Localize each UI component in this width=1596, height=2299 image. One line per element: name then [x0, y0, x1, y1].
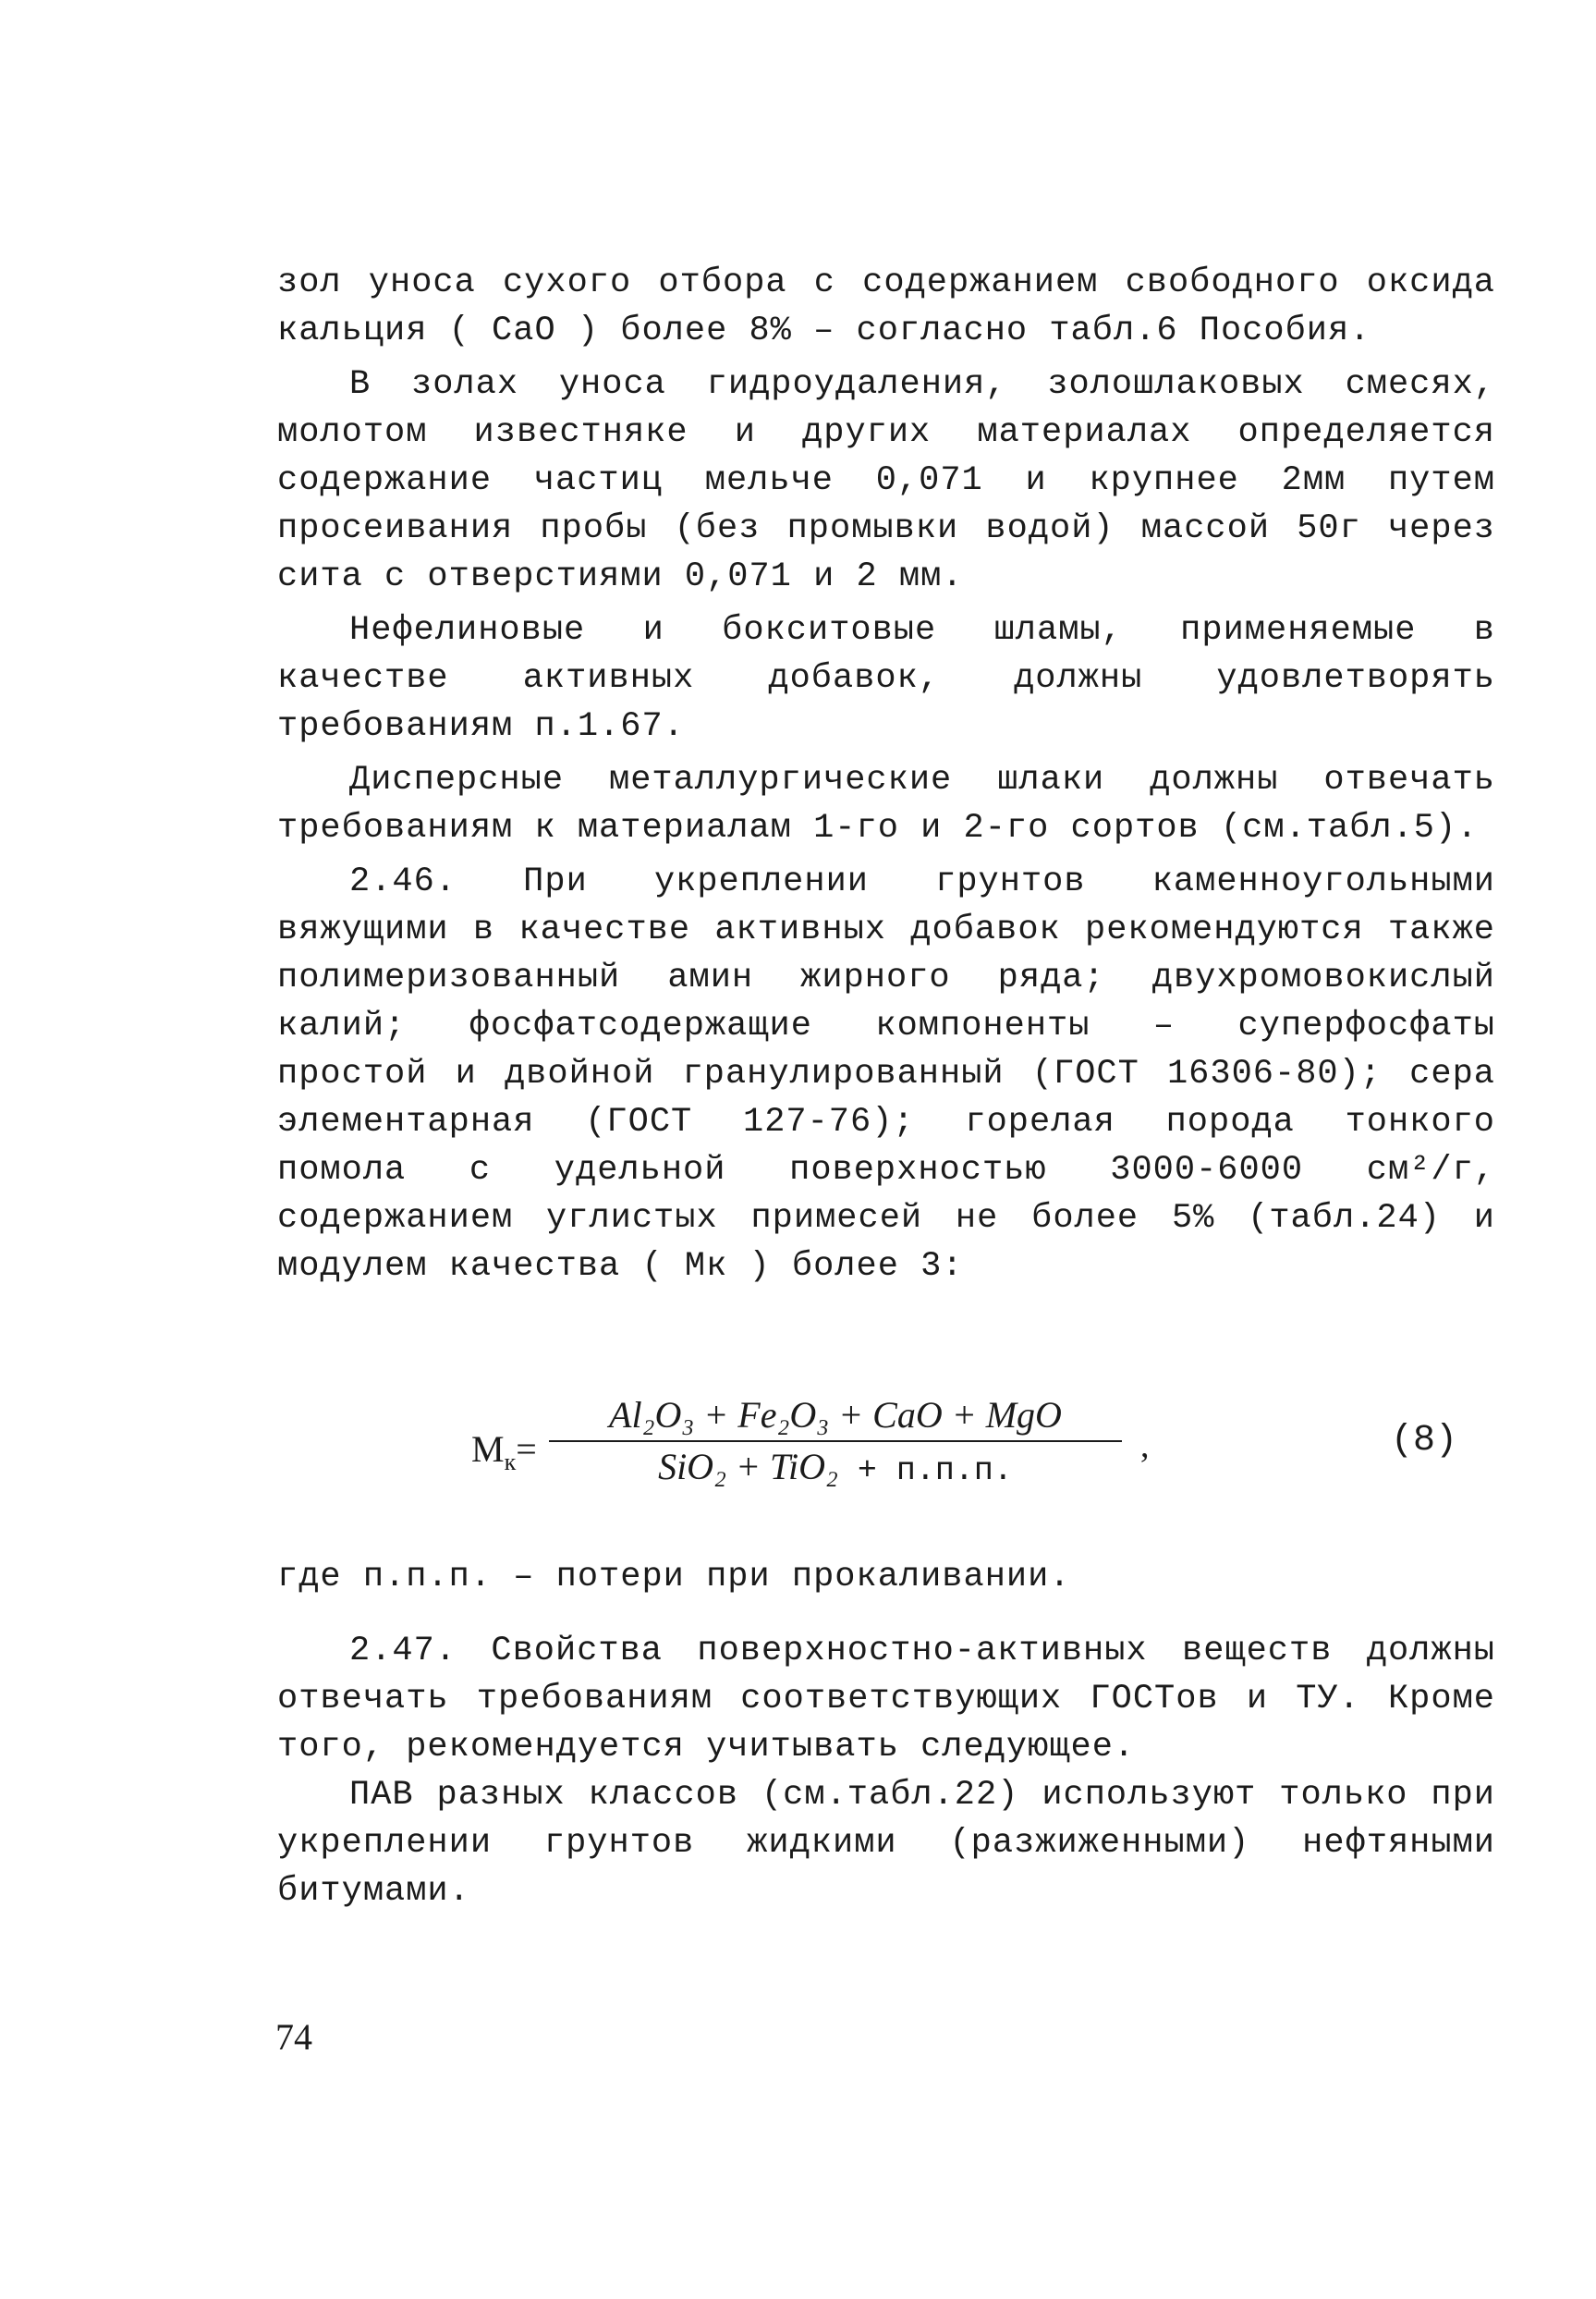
- paragraph-6: где п.п.п. – потери при прокаливании.: [277, 1558, 1071, 1596]
- paragraph-7: 2.47. Свойства поверхностно-активных веществ должны отвечать требованиям соответствующих ГОСТов и ТУ. Кроме того, рекомендуется учитывать следующее.: [277, 1632, 1495, 1767]
- equation-number: (8): [1391, 1420, 1458, 1461]
- paragraph-8: ПАВ разных классов (см.табл.22) используют только при укреплении грунтов жидкими (разжиженными) нефтяными битумами.: [277, 1776, 1495, 1911]
- formula-8: [471, 1392, 1506, 1512]
- paragraph-2: В золах уноса гидроудаления, золошлаковых смесях, молотом известняке и других материалах определяется содержание частиц мельче 0,071 и крупнее 2мм путем просеивания пробы (без промывки водой) массой 50г через сита с отверстиями 0,071 и 2 мм.: [277, 365, 1495, 596]
- formula-fraction: [549, 1392, 1122, 1490]
- formula-comma: ,: [1140, 1426, 1150, 1465]
- body-text-top: [277, 259, 1495, 1290]
- paragraph-1: зол уноса сухого отбора с содержанием свободного оксида кальция ( CaO ) более 8% – согласно табл.6 Пособия.: [277, 263, 1495, 350]
- fraction-bar: [549, 1440, 1122, 1442]
- formula-lhs: $М_к=$: [471, 1428, 537, 1475]
- page-number: 74: [275, 2016, 312, 2058]
- paragraph-5: 2.46. При укреплении грунтов каменноугольными вяжущими в качестве активных добавок рекомендуются также полимеризованный амин жирного ряда; двухромовокислый калий; фосфатсодержащие компоненты – суперфосфаты простой и двойной гранулированный (ГОСТ 16306-80); сера элементарная (ГОСТ 127-76); горелая порода тонкого помола с удельной поверхностью 3000-6000 см²/г, содержанием углистых примесей не более 5% (табл.24) и модулем качества ( Мк ) более 3:: [277, 862, 1495, 1286]
- body-text-bottom: [277, 1553, 1495, 1915]
- paragraph-4: Дисперсные металлургические шлаки должны отвечать требованиям к материалам 1-го и 2-го сортов (см.табл.5).: [277, 761, 1495, 848]
- formula-numerator: Al₂O₃ + Fe₂O₃ + CaO + MgO: [609, 1394, 1062, 1436]
- formula-denominator: SiO₂ + TiO₂ + п.п.п.: [658, 1446, 1013, 1489]
- paragraph-3: Нефелиновые и бокситовые шламы, применяемые в качестве активных добавок, должны удовлетворять требованиям п.1.67.: [277, 611, 1495, 746]
